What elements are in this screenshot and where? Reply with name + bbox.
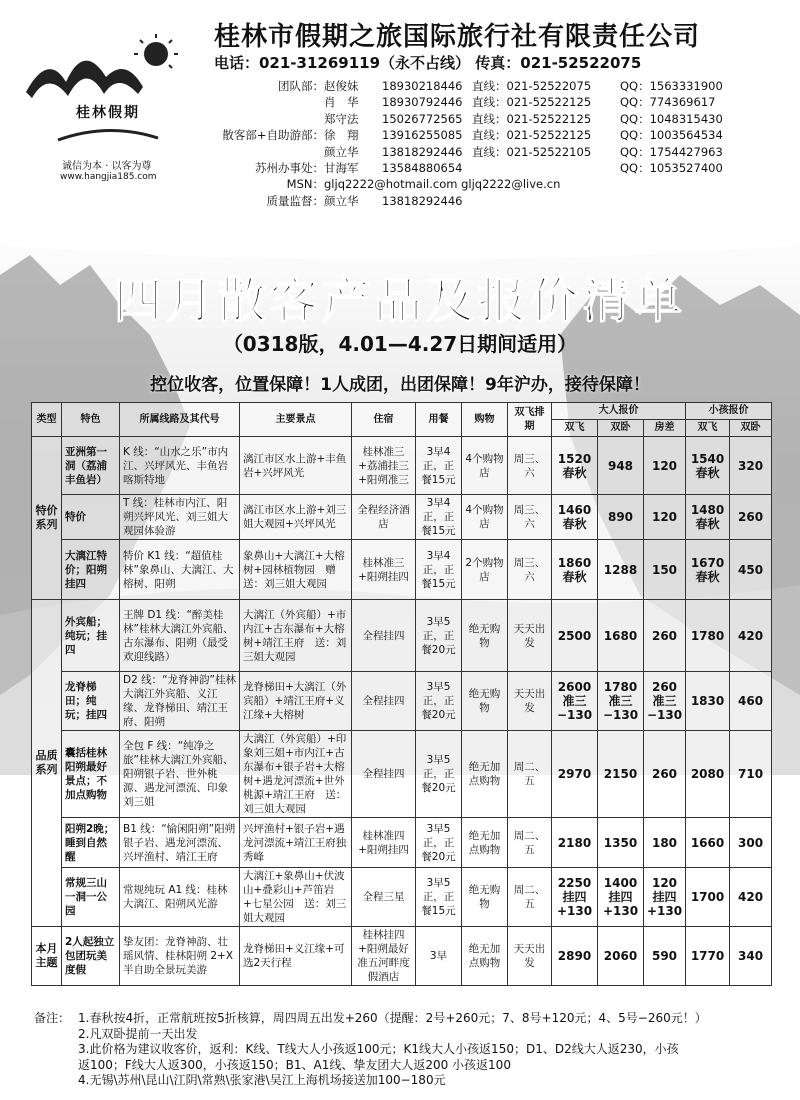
cell-route: T 线：桂林市内江、阳朔兴坪风光、刘三姐大观园体验游 [120, 495, 240, 540]
page-subtitle: （0318版，4.01—4.27日期间适用） [222, 332, 578, 356]
contact-qq: QQ：774369617 [620, 95, 716, 110]
contact-row-msn [210, 176, 770, 192]
cell-sights: 兴坪渔村+银子岩+遇龙河漂流+靖江王府独秀峰 [240, 818, 352, 868]
cell-shopping: 4个购物店 [462, 437, 508, 495]
cell-schedule: 周二、五 [508, 731, 552, 818]
table-row [32, 731, 772, 818]
cell-a3: 260准三−130 [644, 672, 686, 731]
cell-a1: 2180 [552, 818, 598, 868]
table-row [32, 868, 772, 927]
cell-a2: 1350 [598, 818, 644, 868]
cell-shopping: 绝无购物 [462, 672, 508, 731]
cell-route: 挚友团：龙脊神韵、壮瑶风情、桂林阳朔 2+X 半自助全景玩美游 [120, 927, 240, 986]
cell-meals: 3早5正，正餐20元 [416, 818, 462, 868]
cell-meals: 3早4正，正餐15元 [416, 495, 462, 540]
cell-a1: 2970 [552, 731, 598, 818]
cell-c2: 320 [730, 437, 772, 495]
table-row [32, 437, 772, 495]
contact-direct-line: 直线：021-52522125 [472, 111, 592, 126]
cell-schedule: 周二、五 [508, 818, 552, 868]
cell-a3: 180 [644, 818, 686, 868]
category-cell: 品质系列 [32, 600, 62, 927]
service-slogan: 控位收客，位置保障！1人成团，出团保障！9年沪办，接待保障！ [150, 375, 650, 395]
contact-mobile: 15026772565 [382, 111, 463, 126]
table-header-row [32, 403, 772, 420]
contact-qq: QQ：1003564534 [620, 128, 723, 143]
cell-a2: 1288 [598, 540, 644, 600]
contact-mobile: 18930792446 [382, 95, 463, 110]
cell-a1: 2250挂四+130 [552, 868, 598, 927]
cell-a3: 120挂四+130 [644, 868, 686, 927]
cell-c2: 420 [730, 600, 772, 672]
notes-label: 备注： [34, 1011, 71, 1025]
cell-a2: 1680 [598, 600, 644, 672]
cell-c2: 420 [730, 868, 772, 927]
cell-sights: 象鼻山+大漓江+大榕树+园林植物园 赠送：刘三姐大观园 [240, 540, 352, 600]
header-hotel: 住宿 [352, 403, 416, 437]
contact-direct-line [472, 160, 620, 176]
cell-a2: 948 [598, 437, 644, 495]
header-child-price: 小孩报价 [686, 403, 772, 420]
cell-sights: 大漓江（外宾船）+印象刘三姐+市内江+古东瀑布+银子岩+大榕树+遇龙河漂流+世外桃源+靖江王府 送：刘三姐大观园 [240, 731, 352, 818]
logo-url[interactable]: www.hangjia185.com [60, 172, 157, 182]
contact-role [210, 111, 324, 127]
header-child-sleeper: 双卧 [730, 420, 772, 437]
contact-row [210, 94, 770, 110]
contact-mobile: 13916255085 [382, 128, 463, 143]
header-sights: 主要景点 [240, 403, 352, 437]
contact-role: 质量监督： [266, 193, 324, 208]
cell-feature: 阳朔2晚；睡到自然醒 [62, 818, 120, 868]
contact-name: 甘海军 [324, 161, 359, 176]
cell-feature: 2人起独立包团玩美度假 [62, 927, 120, 986]
contact-qq: QQ：1754427963 [620, 144, 723, 159]
cell-sights: 大漓江（外宾船）+市内江+古东瀑布+大榕树+靖江王府 送：刘三姐大观园 [240, 600, 352, 672]
cell-c2: 710 [730, 731, 772, 818]
contact-qq: QQ：1048315430 [620, 111, 723, 126]
cell-a2: 890 [598, 495, 644, 540]
cell-c2: 340 [730, 927, 772, 986]
contact-list [210, 78, 770, 209]
table-row [32, 672, 772, 731]
cell-sights: 龙脊梯田+义江缘+可选2天行程 [240, 927, 352, 986]
contact-row [210, 78, 770, 94]
cell-meals: 3早 [416, 927, 462, 986]
cell-a3: 260 [644, 731, 686, 818]
table-row [32, 540, 772, 600]
contact-mobile: 13818292446 [382, 193, 463, 208]
contact-row [210, 144, 770, 160]
cell-hotel: 全程挂四 [352, 600, 416, 672]
header-adult-sleeper: 双卧 [598, 420, 644, 437]
contact-qq: QQ：1563331900 [620, 79, 723, 93]
cell-hotel: 全程挂四 [352, 672, 416, 731]
cell-a1: 1520春秋 [552, 437, 598, 495]
msn-accounts[interactable]: gljq2222@hotmail.com gljq2222@live.cn [324, 177, 561, 192]
contact-direct-line: 直线：021-52522105 [472, 144, 592, 159]
contact-name: 郑守法 [324, 111, 359, 126]
contact-row [210, 127, 770, 143]
cell-route: K 线：“山水之乐”市内江、兴坪风光、丰鱼岩喀斯特地 [120, 437, 240, 495]
contact-mobile: 18930218446 [382, 79, 463, 93]
contact-name: 颜立华 [324, 144, 359, 159]
cell-route: D2 线：“龙脊神韵”桂林大漓江外宾船、义江缘、龙脊梯田、靖江王府、阳朔 [120, 672, 240, 731]
cell-hotel: 全程三星 [352, 868, 416, 927]
price-table [31, 402, 772, 986]
note-line: 3.此价格为建议收客价，返利：K线、T线大人小孩返100元；K1线大人小孩返150；D1、D2线大人返230，小孩 [78, 1042, 679, 1056]
contact-role: 团队部： [278, 79, 324, 93]
note-line: 返100；F线大人返300，小孩返150；B1、A1线、挚友团大人返200 小孩返100 [78, 1057, 511, 1072]
cell-hotel: 桂林准三+荔浦挂三+阳朔准三 [352, 437, 416, 495]
cell-schedule: 天天出发 [508, 600, 552, 672]
contact-row-quality [210, 193, 770, 209]
note-text: 1.春秋按4折，正常航班按5折核算，周四周五出发+260（提醒：2号+260元；7、8号+120元；4、5号−260元！） [78, 1011, 707, 1025]
cell-sights: 漓江市区水上游+丰鱼岩+兴坪风光 [240, 437, 352, 495]
note-line: 4.无锡\苏州\昆山\江阴\常熟\张家港\吴江上海机场接送加100−180元 [78, 1073, 446, 1087]
cell-route: 常规纯玩 A1 线：桂林大漓江、阳朔风光游 [120, 868, 240, 927]
cell-hotel: 桂林准四+阳朔挂四 [352, 818, 416, 868]
phone-fax-line: 电话：021-31269119（永不占线） 传真：021-52522075 [214, 54, 642, 72]
cell-meals: 3早5正，正餐20元 [416, 731, 462, 818]
table-body [32, 437, 772, 986]
cell-a3: 260 [644, 600, 686, 672]
category-cell: 本月主题 [32, 927, 62, 986]
cell-c1: 1700 [686, 868, 730, 927]
cell-meals: 3早4正，正餐15元 [416, 540, 462, 600]
contact-role [210, 144, 324, 160]
cell-a3: 150 [644, 540, 686, 600]
cell-route: B1 线：“愉闲阳朔”阳朔银子岩、遇龙河漂流、兴坪渔村、靖江王府 [120, 818, 240, 868]
cell-feature: 大漓江特价；阳朔挂四 [62, 540, 120, 600]
cell-shopping: 2个购物店 [462, 540, 508, 600]
cell-shopping: 4个购物店 [462, 495, 508, 540]
cell-a2: 2060 [598, 927, 644, 986]
cell-schedule: 周三、六 [508, 540, 552, 600]
contact-role: 散客部+自助游部： [222, 128, 324, 143]
cell-feature: 常规三山一洞一公园 [62, 868, 120, 927]
header-route: 所属线路及其代号 [120, 403, 240, 437]
notes-section [34, 1011, 774, 1089]
cell-schedule: 天天出发 [508, 672, 552, 731]
note-line [34, 1011, 774, 1027]
cell-sights: 漓江市区水上游+刘三姐大观园+兴坪风光 [240, 495, 352, 540]
cell-hotel: 全程经济酒店 [352, 495, 416, 540]
cell-hotel: 桂林准三+阳朔挂四 [352, 540, 416, 600]
cell-meals: 3早4正，正餐15元 [416, 437, 462, 495]
cell-feature: 外宾船；纯玩；挂四 [62, 600, 120, 672]
cell-a3: 590 [644, 927, 686, 986]
cell-route: 全包 F 线：“纯净之旅”桂林大漓江外宾船、阳朔银子岩、世外桃源、遇龙河漂流、印象刘三姐 [120, 731, 240, 818]
cell-feature: 特价 [62, 495, 120, 540]
cell-a1: 2600准三−130 [552, 672, 598, 731]
cell-a1: 2500 [552, 600, 598, 672]
cell-feature: 亚洲第一洞（荔浦丰鱼岩） [62, 437, 120, 495]
contact-name: 赵俊妹 [324, 79, 359, 93]
cell-a3: 120 [644, 437, 686, 495]
cell-shopping: 绝无加点购物 [462, 731, 508, 818]
cell-c2: 450 [730, 540, 772, 600]
cell-hotel: 全程挂四 [352, 731, 416, 818]
contact-mobile: 13584880654 [382, 161, 463, 176]
cell-meals: 3早5正，正餐15元 [416, 868, 462, 927]
header-feature: 特色 [62, 403, 120, 437]
company-name: 桂林市假期之旅国际旅行社有限责任公司 [214, 22, 701, 52]
contact-direct-line: 直线：021-52522075 [472, 79, 592, 93]
contact-name: 颜立华 [324, 193, 359, 208]
cell-meals: 3早5正，正餐20元 [416, 672, 462, 731]
company-logo [18, 32, 198, 182]
cell-c1: 1670春秋 [686, 540, 730, 600]
contact-direct-line: 直线：021-52522125 [472, 128, 592, 143]
cell-c1: 1540春秋 [686, 437, 730, 495]
contact-role: 苏州办事处： [255, 161, 324, 176]
table-row [32, 818, 772, 868]
contact-role: MSN： [286, 177, 324, 192]
cell-hotel: 桂林挂四+阳朔最好准五河畔度假酒店 [352, 927, 416, 986]
cell-a2: 2150 [598, 731, 644, 818]
contact-qq: QQ：1053527400 [620, 161, 723, 176]
cell-c2: 260 [730, 495, 772, 540]
header-shopping: 购物 [462, 403, 508, 437]
cell-c2: 300 [730, 818, 772, 868]
header-adult-price: 大人报价 [552, 403, 686, 420]
category-cell: 特价系列 [32, 437, 62, 600]
logo-slogan: 诚信为本 · 以客为尊 [62, 161, 152, 172]
header-schedule: 双飞排期 [508, 403, 552, 437]
cell-feature: 囊括桂林阳朔最好景点；不加点购物 [62, 731, 120, 818]
cell-meals: 3早5正，正餐20元 [416, 600, 462, 672]
cell-a1: 1860春秋 [552, 540, 598, 600]
cell-route: 特价 K1 线：“超值桂林”象鼻山、大漓江、大榕树、阳朔 [120, 540, 240, 600]
cell-a2: 1400挂四+130 [598, 868, 644, 927]
header-type: 类型 [32, 403, 62, 437]
note-line: 2.凡双卧提前一天出发 [78, 1026, 198, 1041]
table-row [32, 495, 772, 540]
cell-route: 王牌 D1 线：“醉美桂林”桂林大漓江外宾船、古东瀑布、阳朔（最受欢迎线路） [120, 600, 240, 672]
contact-row [210, 111, 770, 127]
cell-c1: 1660 [686, 818, 730, 868]
contact-name: 徐 翔 [324, 128, 359, 143]
cell-a1: 2890 [552, 927, 598, 986]
header-meals: 用餐 [416, 403, 462, 437]
table-row [32, 600, 772, 672]
header-adult-room-diff: 房差 [644, 420, 686, 437]
cell-shopping: 绝无加点购物 [462, 818, 508, 868]
cell-a1: 1460春秋 [552, 495, 598, 540]
page-title: 四月散客产品及报价清单 [113, 273, 686, 329]
contact-mobile: 13818292446 [382, 144, 463, 159]
header-child-flight: 双飞 [686, 420, 730, 437]
contact-direct-line: 直线：021-52522125 [472, 95, 592, 110]
logo-name: 桂林假期 [76, 105, 140, 121]
cell-c1: 1770 [686, 927, 730, 986]
cell-shopping: 绝无购物 [462, 868, 508, 927]
cell-c2: 460 [730, 672, 772, 731]
cell-schedule: 周三、六 [508, 495, 552, 540]
contact-role [210, 94, 324, 110]
cell-schedule: 天天出发 [508, 927, 552, 986]
cell-c1: 1830 [686, 672, 730, 731]
cell-feature: 龙脊梯田；纯玩；挂四 [62, 672, 120, 731]
cell-c1: 1780 [686, 600, 730, 672]
logo-mountain-sun-icon [18, 32, 198, 152]
contact-name: 肖 华 [324, 95, 359, 110]
header-adult-flight: 双飞 [552, 420, 598, 437]
cell-shopping: 绝无购物 [462, 600, 508, 672]
cell-a2: 1780准三−130 [598, 672, 644, 731]
cell-c1: 2080 [686, 731, 730, 818]
cell-schedule: 周三、六 [508, 437, 552, 495]
cell-a3: 120 [644, 495, 686, 540]
table-row [32, 927, 772, 986]
cell-c1: 1480春秋 [686, 495, 730, 540]
cell-sights: 大漓江+象鼻山+伏波山+叠彩山+芦笛岩+七星公园 送：刘三姐大观园 [240, 868, 352, 927]
cell-shopping: 绝无加点购物 [462, 927, 508, 986]
cell-schedule: 周二、五 [508, 868, 552, 927]
contact-row [210, 160, 770, 176]
cell-sights: 龙脊梯田+大漓江（外宾船）+靖江王府+义江缘+大榕树 [240, 672, 352, 731]
